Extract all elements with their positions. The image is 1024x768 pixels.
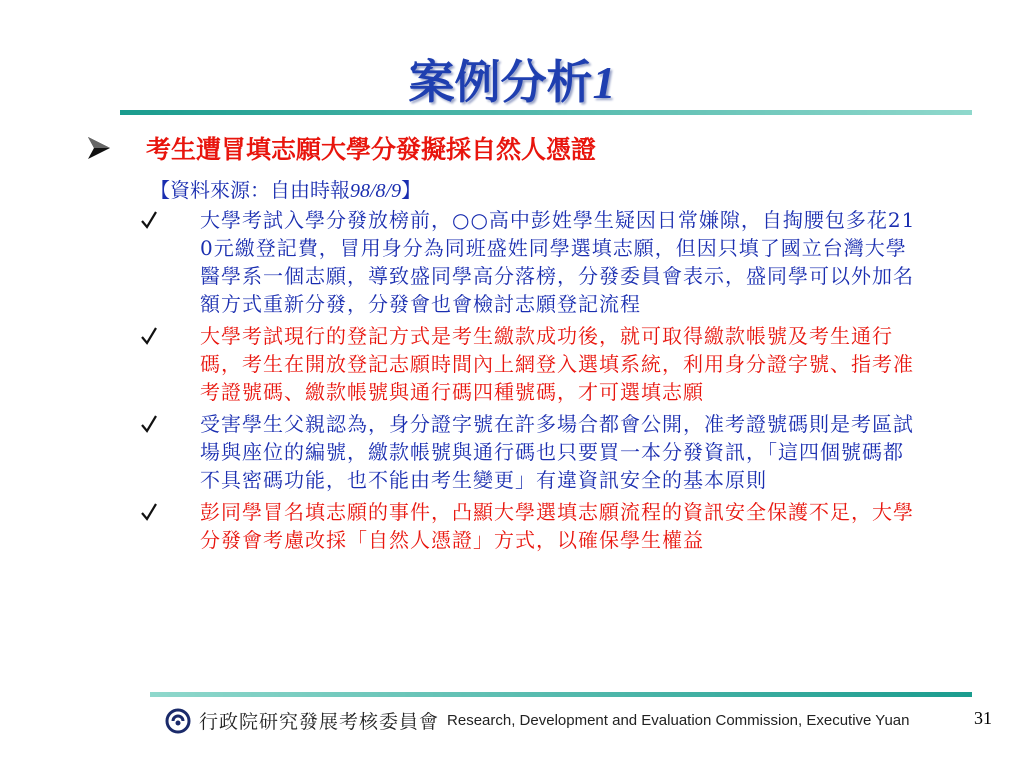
list-item [140, 322, 940, 406]
source-prefix: 【資料來源：自由時報 [150, 178, 350, 202]
checkmark-icon [140, 502, 158, 522]
slide-title [0, 46, 1024, 112]
source-citation [150, 174, 421, 203]
main-heading [84, 130, 596, 166]
checkmark-icon [140, 326, 158, 346]
bullet-text: 受害學生父親認為，身分證字號在許多場合都會公開，准考證號碼則是考區試場與座位的編號，繳款帳號與通行碼也只要買一本分發資訊，「這四個號碼都不具密碼功能，也不能由考生變更」有違資訊安全的基本原則 [200, 412, 914, 492]
bullet-text: 大學考試入學分發放榜前，○○高中彭姓學生疑因日常嫌隙，自掏腰包多花210元繳登記費，冒用身分為同班盛姓同學選填志願，但因只填了國立台灣大學醫學系一個志願，導致盛同學高分落榜，分發委員會表示，盛同學可以外加名額方式重新分發，分發會也會檢討志願登記流程 [200, 208, 916, 316]
slide-title-text: 案例分析 [408, 55, 593, 109]
footer-divider [150, 692, 972, 697]
footer [165, 707, 910, 734]
source-date: 98/8/9 [350, 180, 402, 202]
footer-org-english: Research, Development and Evaluation Commission, Executive Yuan [447, 712, 910, 729]
rdec-logo-icon [165, 708, 191, 734]
source-suffix: 】 [401, 178, 422, 202]
title-divider [120, 110, 972, 115]
bullet-list [140, 206, 940, 558]
list-item [140, 410, 940, 494]
list-item [140, 498, 940, 554]
footer-org-chinese: 行政院研究發展考核委員會 [199, 711, 440, 733]
bullet-text: 大學考試現行的登記方式是考生繳款成功後，就可取得繳款帳號及考生通行碼，考生在開放登記志願時間內上網登入選填系統，利用身分證字號、指考准考證號碼、繳款帳號與通行碼四種號碼，才可選填志願 [200, 324, 914, 404]
page-number: 31 [974, 708, 992, 728]
arrow-bullet-icon [84, 135, 114, 161]
slide-title-number: 1 [592, 57, 616, 108]
list-item [140, 206, 940, 318]
checkmark-icon [140, 210, 158, 230]
checkmark-icon [140, 414, 158, 434]
main-heading-text: 考生遭冒填志願大學分發擬採自然人憑證 [146, 135, 597, 164]
bullet-text: 彭同學冒名填志願的事件，凸顯大學選填志願流程的資訊安全保護不足，大學分發會考慮改採「自然人憑證」方式，以確保學生權益 [200, 500, 914, 552]
